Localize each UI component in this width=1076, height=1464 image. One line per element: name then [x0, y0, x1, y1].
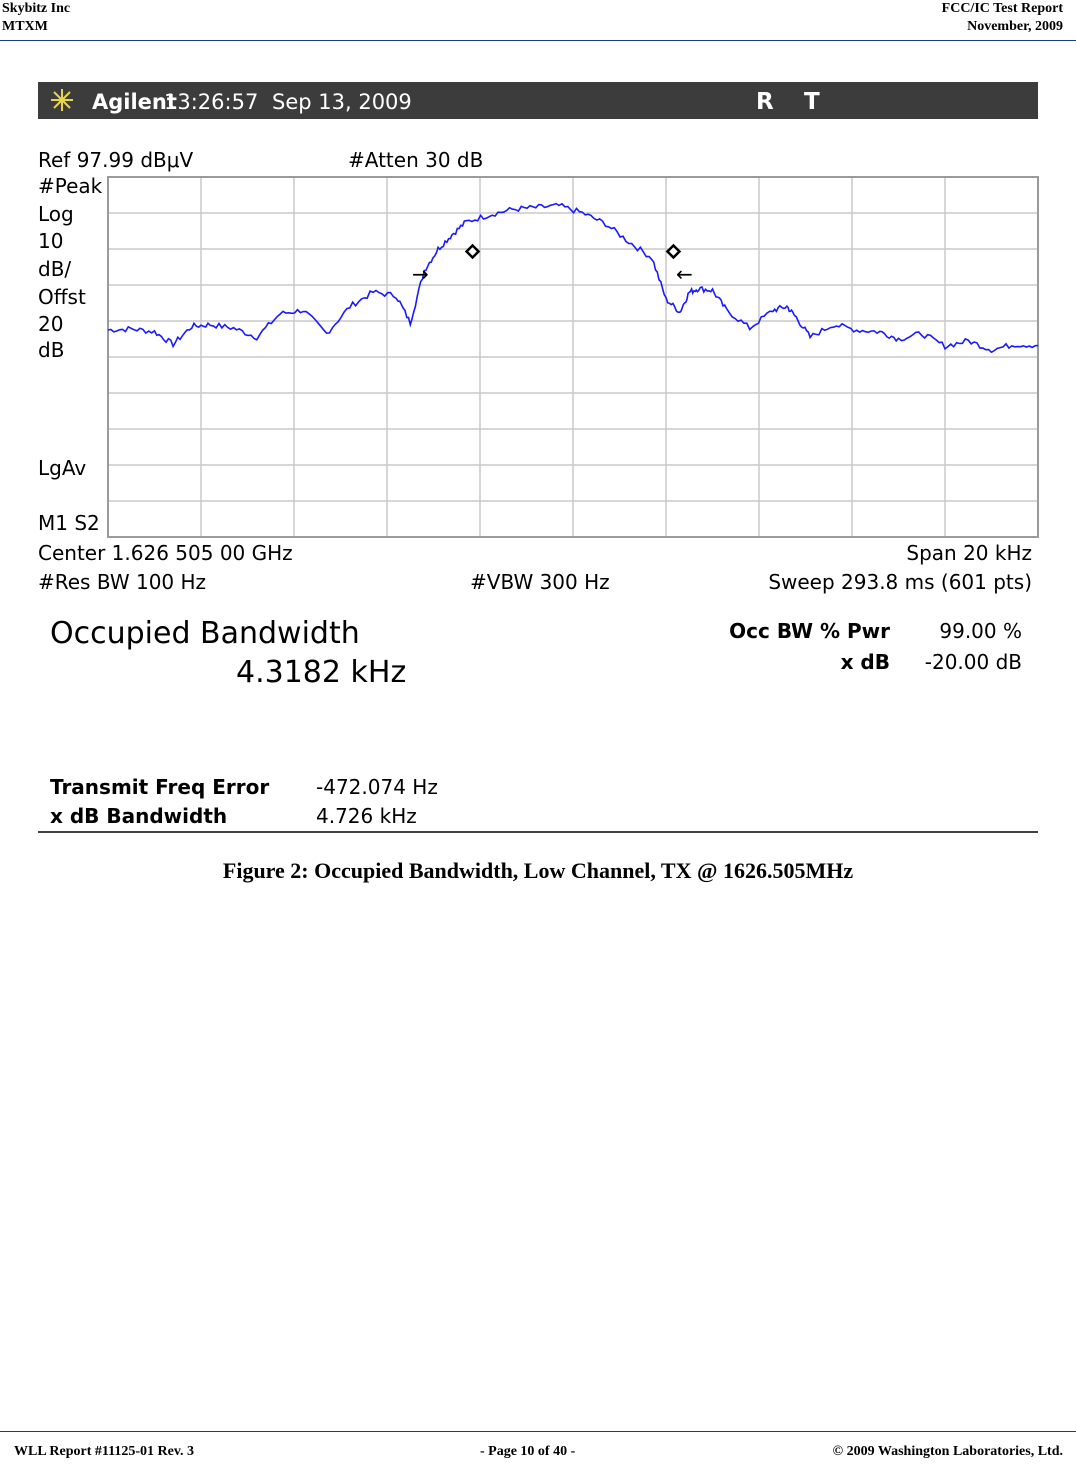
ref-level: Ref 97.99 dBμV: [38, 148, 194, 172]
measurement-title: Occupied Bandwidth: [50, 616, 360, 651]
resolution-bandwidth: #Res BW 100 Hz: [38, 570, 207, 594]
label-offst: Offst: [38, 285, 86, 309]
occ-bw-label: Occ BW % Pwr: [729, 619, 890, 643]
marker-arrow-left: ←: [676, 262, 693, 286]
sweep-time: Sweep 293.8 ms (601 pts): [768, 570, 1032, 594]
footer-page-number: - Page 10 of 40 -: [480, 1444, 576, 1459]
product-name: MTXM: [2, 19, 48, 34]
agilent-brand: Agilent: [92, 90, 177, 114]
analyzer-date: Sep 13, 2009: [272, 90, 412, 114]
label-lgav: LgAv: [38, 456, 87, 480]
xdb-bandwidth-label: x dB Bandwidth: [50, 804, 228, 828]
xdb-bandwidth-value: 4.726 kHz: [316, 804, 417, 828]
attenuation: #Atten 30 dB: [348, 148, 484, 172]
spectrum-analyzer-screenshot: [36, 82, 1040, 834]
tx-freq-error-value: -472.074 Hz: [316, 775, 438, 799]
analyzer-time: 13:26:57: [164, 90, 259, 114]
marker-arrow-right: →: [412, 262, 429, 286]
label-peak: #Peak: [38, 174, 103, 198]
label-db-div: dB/: [38, 257, 72, 281]
status-t: T: [804, 89, 820, 115]
report-header-right: [942, 0, 1063, 36]
status-r: R: [756, 89, 774, 115]
label-scale: 10: [38, 229, 64, 253]
report-header-left: [2, 0, 70, 36]
figure-caption: Figure 2: Occupied Bandwidth, Low Channel, TX @ 1626.505MHz: [222, 858, 854, 883]
video-bandwidth: #VBW 300 Hz: [470, 570, 610, 594]
company-name: Skybitz Inc: [2, 1, 71, 16]
tx-freq-error-label: Transmit Freq Error: [50, 775, 270, 799]
measurement-value: 4.3182 kHz: [236, 655, 407, 690]
label-log: Log: [38, 202, 74, 226]
occ-bw-value: 99.00 %: [939, 619, 1022, 643]
center-frequency: Center 1.626 505 00 GHz: [38, 541, 293, 565]
agilent-logo-icon: [51, 89, 73, 111]
label-db: dB: [38, 338, 65, 362]
label-offset-value: 20: [38, 312, 64, 336]
xdb-label: x dB: [840, 650, 890, 674]
footer-copyright: © 2009 Washington Laboratories, Ltd.: [832, 1444, 1063, 1459]
report-type: FCC/IC Test Report: [941, 1, 1063, 16]
footer-rule: [0, 1431, 1076, 1432]
footer-report-number: WLL Report #11125-01 Rev. 3: [14, 1444, 195, 1459]
span: Span 20 kHz: [906, 541, 1032, 565]
label-m1s2: M1 S2: [38, 511, 100, 535]
report-date: November, 2009: [967, 19, 1063, 34]
xdb-value: -20.00 dB: [924, 650, 1022, 674]
header-rule: [0, 40, 1076, 41]
